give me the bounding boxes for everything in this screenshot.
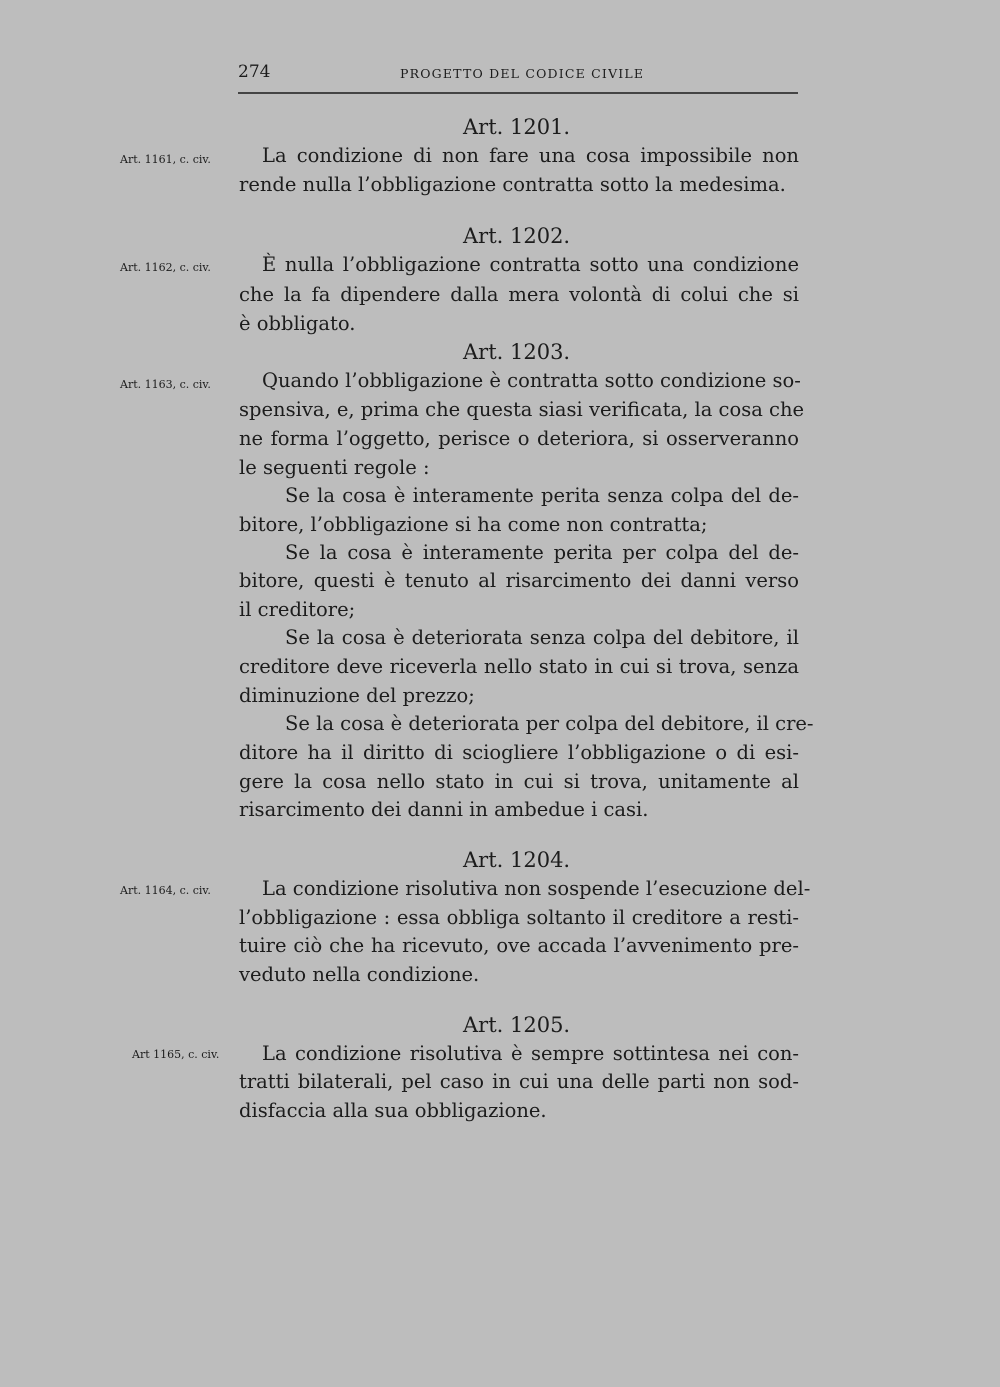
text-line: rende nulla l’obbligazione contratta sotto la medesima. bbox=[239, 173, 786, 196]
text-line: risarcimento dei danni in ambedue i casi. bbox=[239, 798, 649, 821]
text-line: spensiva, e, prima che questa siasi verificata, la cosa che bbox=[239, 398, 805, 421]
page-header bbox=[238, 62, 798, 94]
running-title: PROGETTO DEL CODICE CIVILE bbox=[400, 66, 645, 81]
article-title: Art. 1205. bbox=[463, 1013, 571, 1037]
text-line: Se la cosa è interamente perita senza colpa del de- bbox=[285, 484, 799, 507]
margin-note: Art. 1162, c. civ. bbox=[120, 261, 211, 274]
text-line: Se la cosa è interamente perita per colpa del de- bbox=[285, 541, 799, 564]
text-line: bitore, l’obbligazione si ha come non contratta; bbox=[239, 513, 708, 536]
text-line: bitore, questi è tenuto al risarcimento dei danni verso bbox=[239, 569, 799, 592]
text-line: che la fa dipendere dalla mera volontà di colui che si bbox=[239, 283, 799, 306]
text-line: Se la cosa è deteriorata per colpa del debitore, il cre- bbox=[285, 712, 814, 735]
text-line: gere la cosa nello stato in cui si trova, unitamente al bbox=[239, 770, 799, 793]
text-line: È nulla l’obbligazione contratta sotto una condizione bbox=[262, 253, 799, 276]
text-line: tratti bilaterali, pel caso in cui una delle parti non sod- bbox=[239, 1070, 799, 1093]
text-line: ne forma l’oggetto, perisce o deteriora, si osserveranno bbox=[239, 427, 799, 450]
text-line: Se la cosa è deteriorata senza colpa del debitore, il bbox=[285, 626, 799, 649]
text-line: veduto nella condizione. bbox=[239, 963, 480, 986]
text-line: le seguenti regole : bbox=[239, 456, 430, 479]
article-title: Art. 1201. bbox=[463, 115, 571, 139]
article-title: Art. 1204. bbox=[463, 848, 571, 872]
page-number: 274 bbox=[238, 62, 271, 82]
margin-note: Art. 1163, c. civ. bbox=[120, 378, 211, 391]
text-line: La condizione di non fare una cosa impossibile non bbox=[262, 144, 799, 167]
text-line: l’obbligazione : essa obbliga soltanto il creditore a resti- bbox=[239, 906, 799, 929]
text-line: ditore ha il diritto di sciogliere l’obbligazione o di esi- bbox=[239, 741, 799, 764]
article-title: Art. 1202. bbox=[463, 224, 571, 248]
margin-note: Art. 1164, c. civ. bbox=[120, 884, 211, 897]
text-line: La condizione risolutiva non sospende l’esecuzione del- bbox=[262, 877, 811, 900]
article-title: Art. 1203. bbox=[463, 340, 571, 364]
text-line: tuire ciò che ha ricevuto, ove accada l’avvenimento pre- bbox=[239, 934, 799, 957]
text-line: Quando l’obbligazione è contratta sotto condizione so- bbox=[262, 369, 801, 392]
margin-note: Art. 1161, c. civ. bbox=[120, 153, 211, 166]
text-line: disfaccia alla sua obbligazione. bbox=[239, 1099, 547, 1122]
text-line: diminuzione del prezzo; bbox=[239, 684, 475, 707]
text-line: il creditore; bbox=[239, 598, 356, 621]
text-line: creditore deve riceverla nello stato in cui si trova, senza bbox=[239, 655, 799, 678]
text-line: è obbligato. bbox=[239, 312, 356, 335]
text-line: La condizione risolutiva è sempre sottintesa nei con- bbox=[262, 1042, 799, 1065]
margin-note: Art 1165, c. civ. bbox=[132, 1048, 220, 1061]
